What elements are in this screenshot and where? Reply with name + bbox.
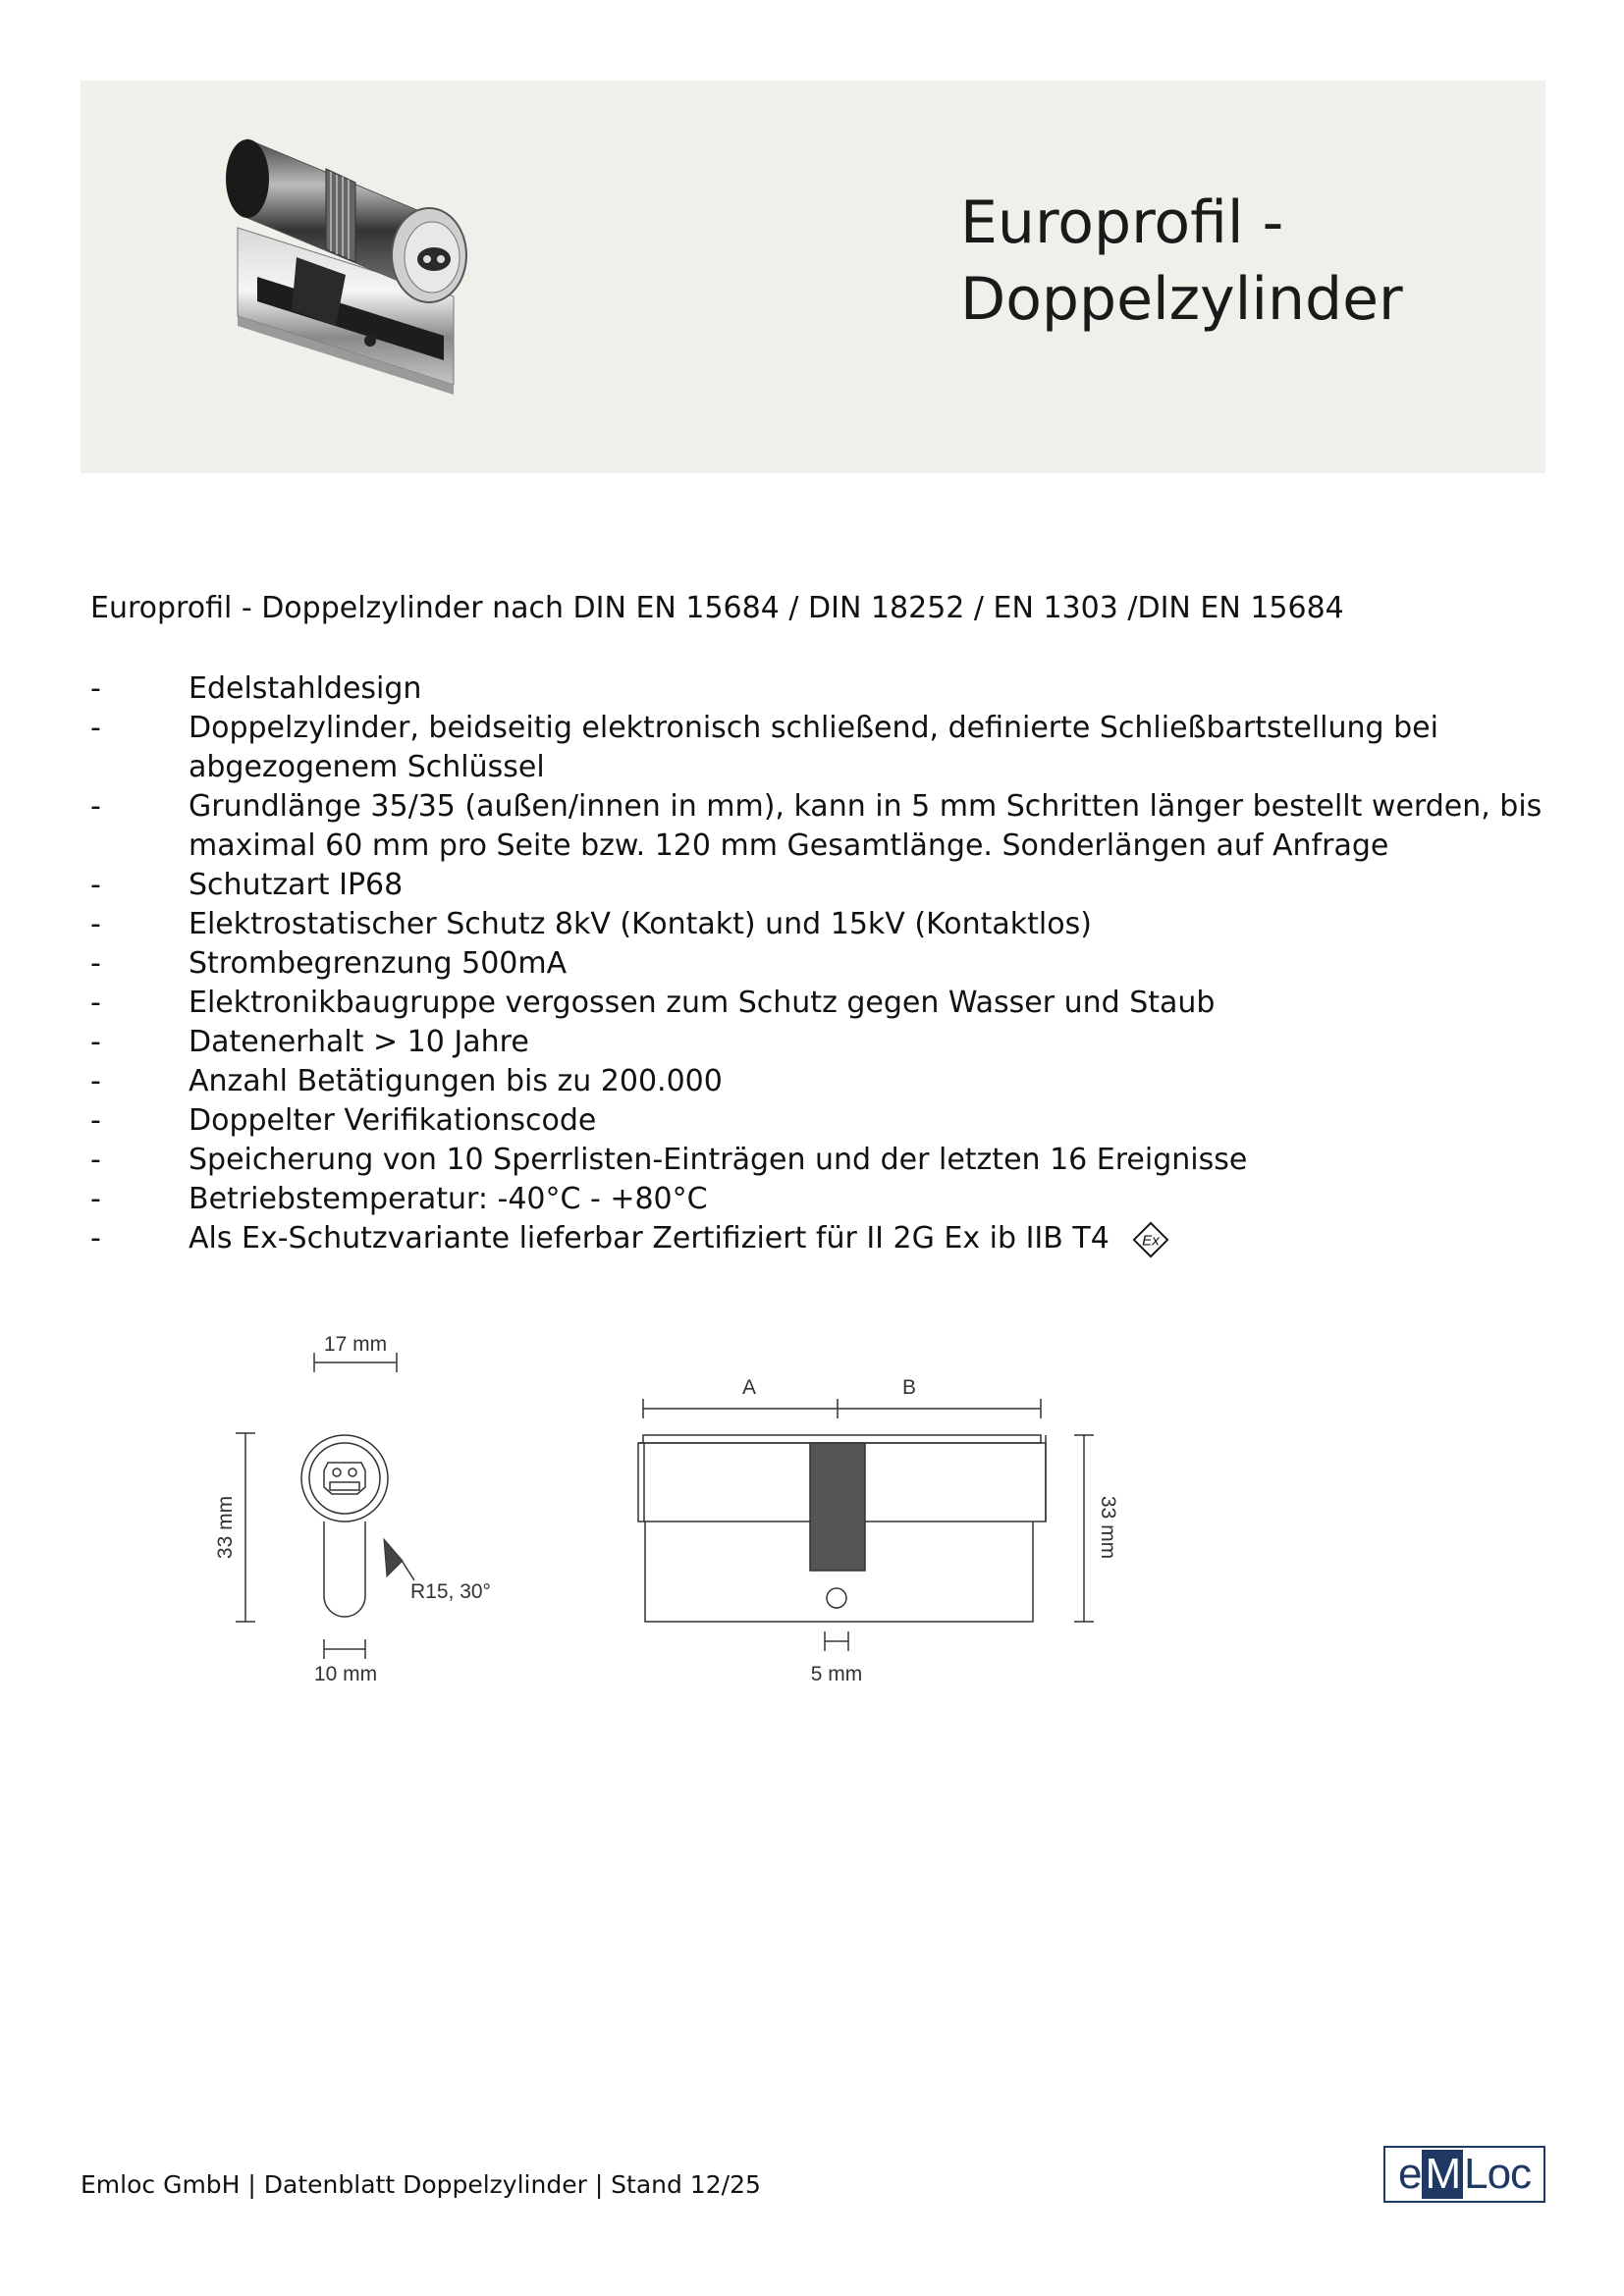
ex-protection-icon — [1132, 1221, 1169, 1258]
feature-text: Strombegrenzung 500mA — [189, 946, 568, 981]
feature-text: Als Ex-Schutzvariante lieferbar Zertifiziert für II 2G Ex ib IIB T4 — [189, 1221, 1110, 1255]
feature-text: Edelstahldesign — [189, 671, 422, 706]
bullet-dash: - — [90, 789, 101, 824]
bullet-dash: - — [90, 1182, 101, 1216]
bullet-dash: - — [90, 1064, 101, 1098]
product-photo — [208, 100, 581, 454]
feature-list — [90, 669, 1543, 1258]
bullet-dash: - — [90, 1143, 101, 1177]
feature-text: Grundlänge 35/35 (außen/innen in mm), kann in 5 mm Schritten länger bestellt werden, bis maximal 60 mm pro Seite bzw. 120 mm Gesamtlänge. Sonderlängen auf Anfrage — [189, 789, 1543, 863]
list-item — [90, 866, 1543, 905]
bullet-dash: - — [90, 946, 101, 981]
feature-text: Doppelter Verifikationscode — [189, 1103, 597, 1138]
feature-text: Betriebstemperatur: -40°C - +80°C — [189, 1182, 708, 1216]
dim-front-width: 17 mm — [323, 1333, 388, 1356]
list-item — [90, 1219, 1543, 1258]
ex-symbol-text: Ex — [1142, 1232, 1161, 1250]
bullet-dash: - — [90, 868, 101, 902]
dim-side-height: 33 mm — [1097, 1495, 1119, 1560]
list-item — [90, 944, 1543, 984]
list-item — [90, 1062, 1543, 1101]
dim-side-b: B — [901, 1376, 917, 1399]
title-line-2: Doppelzylinder — [960, 265, 1403, 334]
logo-e: e — [1397, 2150, 1422, 2198]
dim-side-bottom: 5 mm — [810, 1663, 863, 1685]
bullet-dash: - — [90, 1103, 101, 1138]
header-banner — [81, 80, 1545, 473]
page-title — [960, 185, 1403, 338]
feature-text: Anzahl Betätigungen bis zu 200.000 — [189, 1064, 723, 1098]
dim-front-height: 33 mm — [214, 1495, 237, 1560]
bullet-dash: - — [90, 1221, 101, 1255]
feature-text: Datenerhalt > 10 Jahre — [189, 1025, 529, 1059]
list-item — [90, 1101, 1543, 1141]
list-item — [90, 984, 1543, 1023]
bullet-dash: - — [90, 671, 101, 706]
list-item — [90, 905, 1543, 944]
feature-text: Doppelzylinder, beidseitig elektronisch schließend, definierte Schließbartstellung bei abgezogenem Schlüssel — [189, 711, 1438, 784]
dim-front-bottom: 10 mm — [313, 1663, 378, 1685]
bullet-dash: - — [90, 907, 101, 941]
list-item — [90, 669, 1543, 709]
bullet-dash: - — [90, 986, 101, 1020]
footer-text: Emloc GmbH | Datenblatt Doppelzylinder | Stand 12/25 — [81, 2170, 761, 2199]
bullet-dash: - — [90, 1025, 101, 1059]
logo-m: M — [1422, 2150, 1463, 2199]
dim-radius: R15, 30° — [410, 1580, 491, 1603]
list-item — [90, 1141, 1543, 1180]
technical-drawing — [177, 1315, 1119, 1708]
logo-loc: Loc — [1464, 2150, 1532, 2198]
feature-text: Schutzart IP68 — [189, 868, 404, 902]
title-line-1: Europrofil - — [960, 188, 1284, 257]
list-item — [90, 1023, 1543, 1062]
feature-text: Elektronikbaugruppe vergossen zum Schutz gegen Wasser und Staub — [189, 986, 1216, 1020]
intro-text: Europrofil - Doppelzylinder nach DIN EN 15684 / DIN 18252 / EN 1303 /DIN EN 15684 — [90, 591, 1344, 625]
company-logo — [1383, 2146, 1545, 2203]
dim-side-a: A — [741, 1376, 757, 1399]
feature-text: Elektrostatischer Schutz 8kV (Kontakt) und 15kV (Kontaktlos) — [189, 907, 1092, 941]
list-item — [90, 787, 1543, 866]
list-item — [90, 1180, 1543, 1219]
bullet-dash: - — [90, 711, 101, 745]
list-item — [90, 709, 1543, 787]
feature-text: Speicherung von 10 Sperrlisten-Einträgen und der letzten 16 Ereignisse — [189, 1143, 1248, 1177]
